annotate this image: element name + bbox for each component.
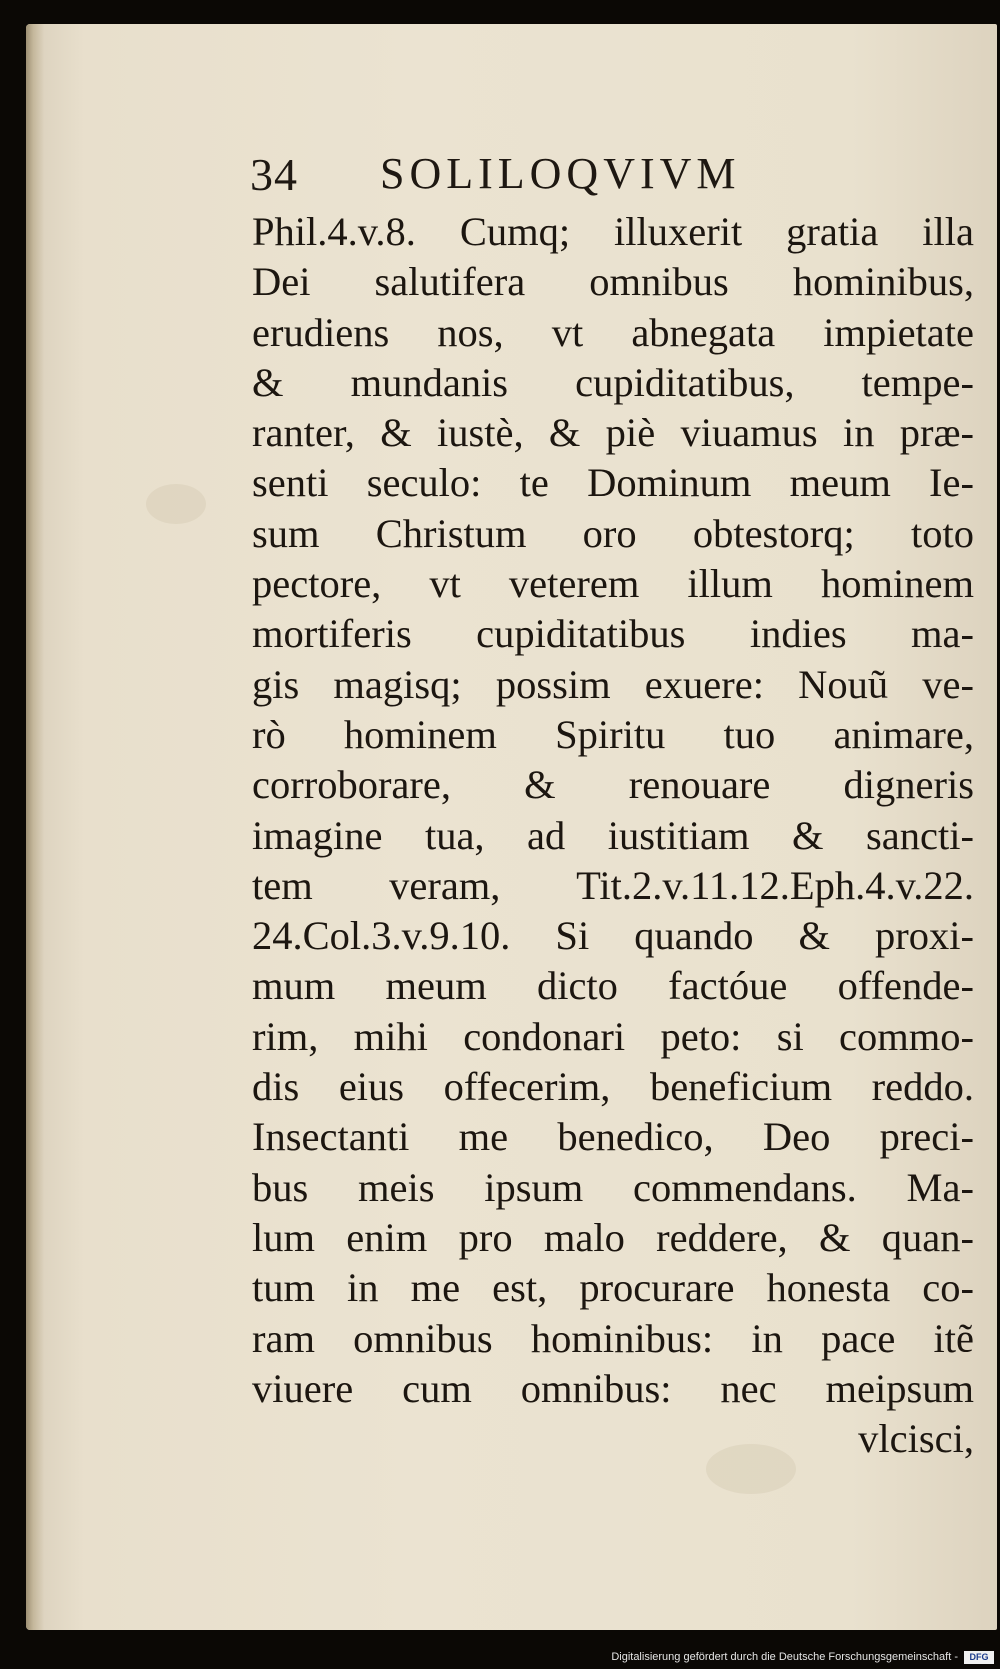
page-edge xyxy=(26,24,44,1630)
page-number: 34 xyxy=(250,149,298,200)
text-line: mum meum dicto factóue offende- xyxy=(252,963,974,1009)
text-line: Phil.4.v.8. Cumq; illuxerit gratia illa xyxy=(252,209,974,254)
text-block xyxy=(252,207,974,1464)
book-page xyxy=(26,24,997,1630)
text-line: imagine tua, ad iustitiam & sancti- xyxy=(252,812,974,858)
running-head: SOLILOQVIVM xyxy=(380,149,741,198)
text-line: Dei salutifera omnibus hominibus, xyxy=(252,259,974,305)
text-line: corroborare, & renouare digneris xyxy=(252,762,974,808)
text-line: gis magisq; possim exuere: Nouũ ve- xyxy=(252,661,974,707)
text-line: viuere cum omnibus: nec meipsum xyxy=(252,1365,974,1411)
text-line: sum Christum oro obtestorq; toto xyxy=(252,510,974,556)
text-line: tem veram, Tit.2.v.11.12.Eph.4.v.22. xyxy=(252,862,974,908)
page-header xyxy=(250,146,890,206)
text-line: senti seculo: te Dominum meum Ie- xyxy=(252,460,974,506)
text-line: mortiferis cupiditatibus indies ma- xyxy=(252,611,974,657)
paper-stain xyxy=(146,484,206,524)
funding-credit: Digitalisierung gefördert durch die Deutsche Forschungsgemeinschaft - xyxy=(611,1651,958,1663)
text-line: lum enim pro malo reddere, & quan- xyxy=(252,1214,974,1260)
text-line: pectore, vt veterem illum hominem xyxy=(252,561,974,607)
catchword: vlcisci, xyxy=(858,1416,974,1462)
text-line: & mundanis cupiditatibus, tempe- xyxy=(252,359,974,405)
text-line: dis eius offecerim, beneficium reddo. xyxy=(252,1064,974,1110)
text-line: ranter, & iustè, & piè viuamus in præ- xyxy=(252,410,974,456)
text-line: bus meis ipsum commendans. Ma- xyxy=(252,1164,974,1210)
text-line: erudiens nos, vt abnegata impietate xyxy=(252,309,974,355)
text-line: tum in me est, procurare honesta co- xyxy=(252,1265,974,1311)
dfg-logo[interactable]: DFG xyxy=(964,1651,994,1664)
text-line: ram omnibus hominibus: in pace itẽ xyxy=(252,1315,974,1361)
text-line: rò hominem Spiritu tuo animare, xyxy=(252,711,974,757)
footer-bar xyxy=(0,1648,1000,1669)
text-line: 24.Col.3.v.9.10. Si quando & proxi- xyxy=(252,913,974,959)
text-line: Insectanti me benedico, Deo preci- xyxy=(252,1114,974,1160)
text-line: rim, mihi condonari peto: si commo- xyxy=(252,1013,974,1059)
